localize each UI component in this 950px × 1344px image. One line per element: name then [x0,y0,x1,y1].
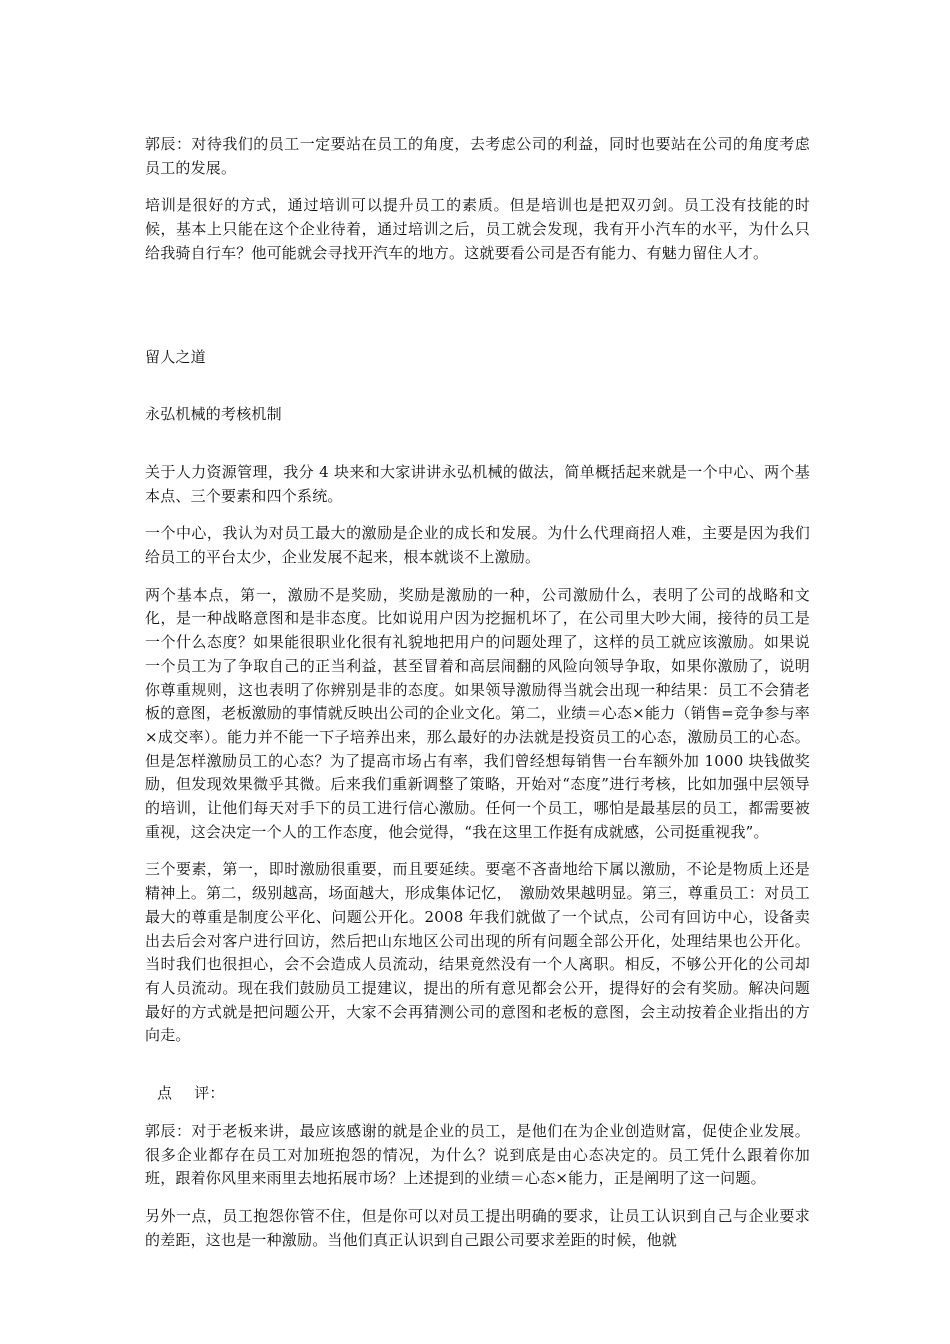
section-title: 留人之道 [145,347,206,366]
paragraph-guochen-intro: 郭辰：对待我们的员工一定要站在员工的角度，去考虑公司的利益，同时也要站在公司的角度考虑员工的发展。 [145,135,810,177]
review-label-second: 评： [194,1084,225,1103]
paragraph-another-point: 另外一点，员工抱怨你管不住，但是你可以对员工提出明确的要求，让员工认识到自己与企业要求的差距，这也是一种激励。当他们真正认识到自己跟公司要求差距的时候，他就 [145,1206,810,1249]
paragraph-two-points: 两个基本点，第一，激励不是奖励，奖励是激励的一种，公司激励什么，表明了公司的战略和文化，是一种战略意图和是非态度。比如说用户因为挖掘机坏了，在公司里大吵大闹，接待的员工是一个什么态度？如果能很职业化很有礼貌地把用户的问题处理了，这样的员工就应该激励。如果说一个员工为了争取自己的正当利益，甚至冒着和高层闹翻的风险向领导争取，如果你激励了，说明你尊重规则，这也表明了你辨别是非的态度。如果领导激励得当就会出现一种结果：员工不会猜老板的意图，老板激励的事情就反映出公司的企业文化。第二，业绩＝心态×能力（销售=竞争参与率×成交率）。能力并不能一下子培养出来，那么最好的办法就是投资员工的心态，激励员工的心态。但是怎样激励员工的心态？为了提高市场占有率，我们曾经想每销售一台车额外加 1000 块钱做奖励，但发现效果微乎其微。后来我们重新调整了策略，开始对“态度”进行考核，比如加强中层领导的培训，让他们每天对手下的员工进行信心激励。任何一个员工，哪怕是最基层的员工，都需要被重视，这会决定一个人的工作态度，他会觉得，“我在这里工作挺有成就感，公司挺重视我”。 [145,585,810,841]
review-label [145,1082,810,1106]
paragraph-three-elements: 三个要素，第一，即时激励很重要，而且要延续。要毫不吝啬地给下属以激励，不论是物质上还是精神上。第二，级别越高，场面越大，形成集体记忆， 激励效果越明显。第三，尊重员工：对员工最大的尊重是制度公平化、问题公开化。2008 年我们就做了一个试点，公司有回访中心，设备卖出去后会对客户进行回访，然后把山东地区公司出现的所有问题全部公开化，处理结果也公开化。当时我们也很担心，会不会造成人员流动，结果竟然没有一个人离职。相反，不够公开化的公司却有人员流动。现在我们鼓励员工提建议，提出的所有意见都会公开，提得好的会有奖励。解决问题最好的方式就是把问题公开，大家不会再猜测公司的意图和老板的意图，会主动按着企业指出的方向走。 [145,860,810,1045]
paragraph-review-guochen: 郭辰：对于老板来讲，最应该感谢的就是企业的员工，是他们在为企业创造财富，促使企业发展。很多企业都存在员工对加班抱怨的情况，为什么？说到底是由心态决定的。员工凭什么跟着你加班，跟着你风里来雨里去地拓展市场？上述提到的业绩＝心态×能力，正是阐明了这一问题。 [145,1121,810,1188]
document-page [145,133,810,1252]
paragraph-training: 培训是很好的方式，通过培训可以提升员工的素质。但是培训也是把双刃剑。员工没有技能的时候，基本上只能在这个企业待着，通过培训之后，员工就会发现，我有开小汽车的水平，为什么只给我骑自行车？他可能就会寻找开汽车的地方。这就要看公司是否有能力、有魅力留住人才。 [145,196,810,262]
paragraph-one-center: 一个中心，我认为对员工最大的激励是企业的成长和发展。为什么代理商招人难，主要是因为我们给员工的平台太少，企业发展不起来，根本就谈不上激励。 [145,524,810,567]
paragraph-hr-overview: 关于人力资源管理，我分 4 块来和大家讲讲永弘机械的做法，简单概括起来就是一个中心、两个基本点、三个要素和四个系统。 [145,462,810,505]
article-subtitle: 永弘机械的考核机制 [145,405,282,424]
review-label-first: 点 [157,1084,173,1103]
